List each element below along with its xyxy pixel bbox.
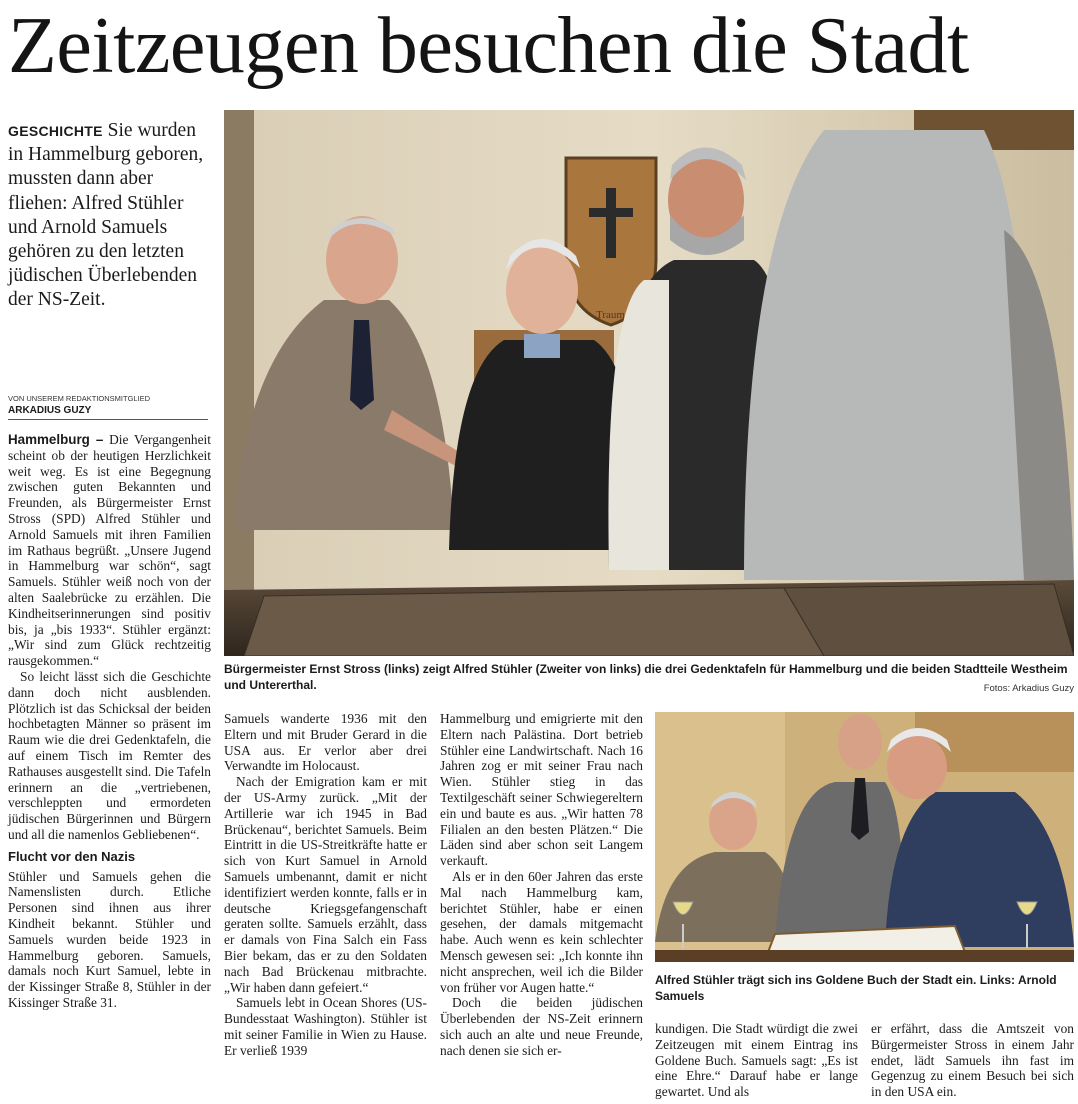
byline-author: ARKADIUS GUZY [8, 405, 208, 420]
memorial-plaques-table [224, 580, 1074, 656]
kicker: GESCHICHTE [8, 123, 103, 139]
dateline: Hammelburg – [8, 432, 104, 447]
subheading: Flucht vor den Nazis [8, 848, 136, 864]
paragraph: Stühler und Samuels gehen die Namenslisten durch. Etliche Personen sind ihnen aus ihrer Kindheit bekannt. Stühler und Samuels wurden beide 1923 in Hammelburg geboren. Samuels, damals noch Kurt Samuel, lebte in der Kissinger Straße 8, Stühler in der Kissinger Straße 31. [8, 868, 211, 1010]
article-column-4 [655, 1021, 858, 1100]
paragraph: Doch die beiden jüdischen Überlebenden der NS-Zeit erinnern sich auch an alte und neue Freunde, nach denen sie sich er- [440, 995, 643, 1058]
paragraph-text: Die Vergangenheit scheint ob der heutigen Herzlichkeit weit weg. Es ist eine Begegnung zwischen guten Bekannten und Freunden, als Bürgermeister Ernst Stross (SPD) Alfred Stühler und Arnold Samuels mit ihren Familien im Rathaus begrüßt. „Unsere Jugend in Hammelburg war schön“, sagt Samuels. Stühler weiß noch von der alten Saalebrücke zu erzählen. Die Kindheitserinnerungen sind positiv bis, ja „bis 1933“. Stühler ergänzt: „Wir sind zum Glück rechtzeitig rausgekommen.“ [8, 432, 211, 669]
article-column-2 [224, 711, 427, 1059]
paragraph: Nach der Emigration kam er mit der US-Army zurück. „Mit der Artillerie war ich 1945 in Bad Brückenau“, berichtet Samuels. Beim Eintritt in die US-Streitkräfte hatte er sich von Kurt Samuel in Arnold Samuels umbenannt, damit er nicht identifiziert werden konnte, falls er in deutsche Kriegsgefangenschaft geraten sollte. Samuels erzählt, dass er damals von Fina Salch ein Fass Bier bekam, das er zu den Soldaten nach Bad Brückenau mitbrachte. „Wir haben dann gefeiert.“ [224, 774, 427, 995]
article-column-5 [871, 1021, 1074, 1100]
golden-book-photo [655, 712, 1074, 962]
photo-credit: Fotos: Arkadius Guzy [983, 683, 1074, 694]
golden-book-caption: Alfred Stühler trägt sich ins Goldene Buch der Stadt ein. Links: Arnold Samuels [655, 973, 1057, 1003]
main-photo-caption: Bürgermeister Ernst Stross (links) zeigt Alfred Stühler (Zweiter von links) die drei Gedenktafeln für Hammelburg und die beiden Stadtteile Westheim und Untererthal. [224, 662, 1068, 692]
paragraph: Hammelburg und emigrierte mit den Eltern nach Palästina. Dort betrieb Stühler eine Landwirtschaft. Nach 16 Jahren zog er mit seiner Frau nach Wien. Stühler stieg in das Textilgeschäft seiner Schwiegereltern ein und baute es aus. „Wir hatten 78 Filialen an den besten Plätzen.“ Die Läden sind aber schon seit Langem verkauft. [440, 711, 643, 869]
lead-text: Sie wurden in Hammelburg geboren, mussten dann aber fliehen: Alfred Stühler und Arnold Samuels gehören zu den letzten jüdischen Überlebenden der NS-Zeit. [8, 120, 204, 311]
lead-paragraph [8, 119, 208, 313]
paragraph: er erfährt, dass die Amtszeit von Bürgermeister Stross in einem Jahr endet, lädt Samuels ihn fast im Gegenzug zu einem Besuch bei sich in den USA ein. [871, 1021, 1074, 1100]
paragraph [8, 432, 211, 669]
article-column-1 [8, 432, 211, 1011]
byline-label: VON UNSEREM REDAKTIONSMITGLIED [8, 394, 151, 403]
paragraph: kundigen. Die Stadt würdigt die zwei Zeitzeugen mit einem Eintrag ins Goldene Buch. Samuels sagt: „Es ist eine Ehre.“ Darauf habe er lange gewartet. Und als [655, 1021, 858, 1100]
headline: Zeitzeugen besuchen die Stadt [8, 2, 969, 90]
article-column-3 [440, 711, 643, 1059]
wall-text: Traum [596, 309, 625, 321]
paragraph: Samuels lebt in Ocean Shores (US-Bundesstaat Washington). Stühler ist mit seiner Familie in Wien zu Hause. Er verließ 1939 [224, 995, 427, 1058]
paragraph: So leicht lässt sich die Geschichte dann doch nicht ausblenden. Plötzlich ist das Schicksal der beiden hochbetagten Männer so präsent im Raum wie die drei Gedenktafeln, die auf einem Tisch im Remter des Rathauses ausgestellt sind. Die Tafeln erinnern an die „vertriebenen, verschleppten und ermordeten jüdischen Bürgerinnen und Bürgern und all die namenlos Gebliebenen“. [8, 668, 211, 842]
main-photo [224, 110, 1074, 656]
paragraph: Als er in den 60er Jahren das erste Mal nach Hammelburg kam, berichtet Stühler, habe er einen gesehen, der damals mitgemacht habe. Auch wenn es kein schlechter Mensch gewesen sei: „Ich konnte ihn nicht ansprechen, weil ich die Bilder von früher vor Augen hatte.“ [440, 868, 643, 995]
paragraph: Samuels wanderte 1936 mit den Eltern und mit Bruder Gerard in die USA aus. Er verlor aber drei Verwandte im Holocaust. [224, 711, 427, 774]
